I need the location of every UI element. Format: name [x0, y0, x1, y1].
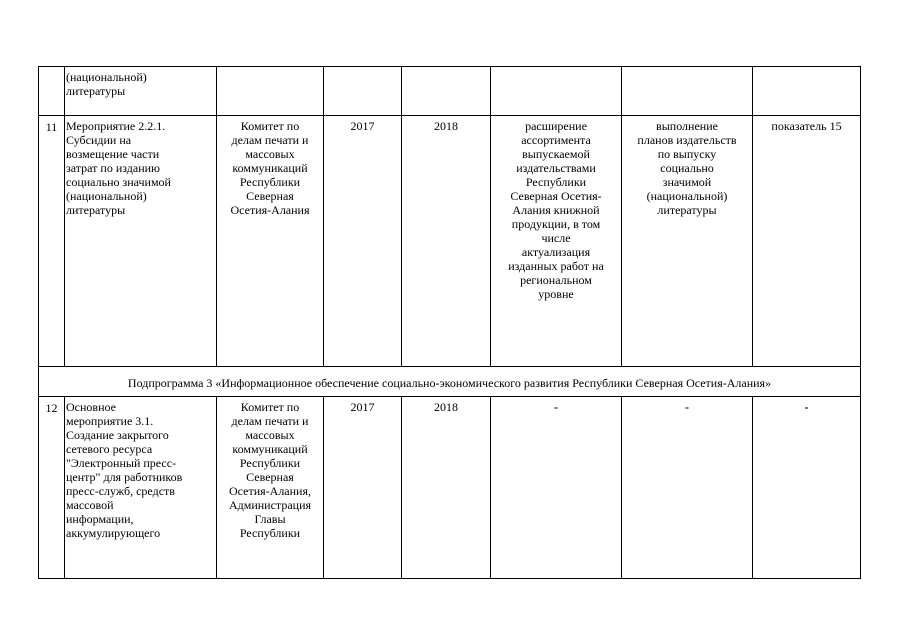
- activity-cell: Мероприятие 2.2.1. Субсидии на возмещение части затрат по изданию социально значимой (национальной) литературы: [65, 116, 217, 367]
- expected-result-cell: расширение ассортимента выпускаемой издательствами Республики Северная Осетия- Алания книжной продукции, в том числе актуализация изданных работ на региональном уровне: [491, 116, 622, 367]
- subprogram-header-row: [39, 367, 861, 397]
- indicator-cell: [753, 67, 861, 116]
- expected-result-cell: -: [491, 397, 622, 579]
- consequences-cell: выполнение планов издательств по выпуску социально значимой (национальной) литературы: [622, 116, 753, 367]
- row-number-cell: 12: [39, 397, 65, 579]
- executor-cell: [217, 67, 324, 116]
- executor-cell: Комитет по делам печати и массовых коммуникаций Республики Северная Осетия-Алания, Администрация Главы Республики: [217, 397, 324, 579]
- table-row: [39, 67, 861, 116]
- program-table: [38, 66, 861, 579]
- activity-cell: (национальной) литературы: [65, 67, 217, 116]
- indicator-cell: показатель 15: [753, 116, 861, 367]
- expected-result-cell: [491, 67, 622, 116]
- subprogram-header: Подпрограмма 3 «Информационное обеспечение социально-экономического развития Республики Северная Осетия-Алания»: [39, 367, 861, 397]
- end-year-cell: 2018: [402, 116, 491, 367]
- activity-cell: Основное мероприятие 3.1. Создание закрытого сетевого ресурса "Электронный пресс- центр" для работников пресс-служб, средств массовой информации, аккумулирующего: [65, 397, 217, 579]
- indicator-cell: -: [753, 397, 861, 579]
- table-row: [39, 116, 861, 367]
- consequences-cell: -: [622, 397, 753, 579]
- executor-cell: Комитет по делам печати и массовых коммуникаций Республики Северная Осетия-Алания: [217, 116, 324, 367]
- start-year-cell: 2017: [324, 397, 402, 579]
- row-number-cell: [39, 67, 65, 116]
- end-year-cell: [402, 67, 491, 116]
- consequences-cell: [622, 67, 753, 116]
- start-year-cell: 2017: [324, 116, 402, 367]
- row-number-cell: 11: [39, 116, 65, 367]
- start-year-cell: [324, 67, 402, 116]
- table-row: [39, 397, 861, 579]
- end-year-cell: 2018: [402, 397, 491, 579]
